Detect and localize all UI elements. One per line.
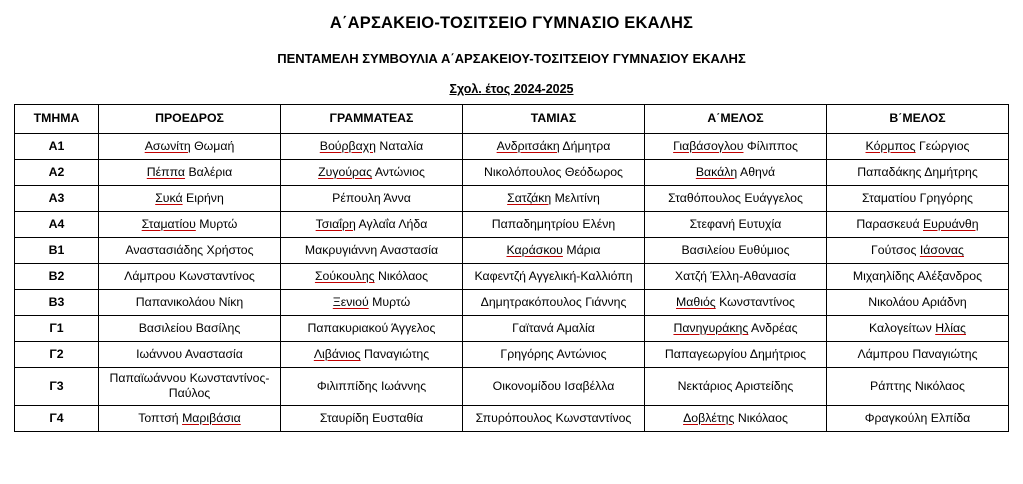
cell-member-a: Πανηγυράκης Ανδρέας [645,316,827,342]
cell-treasurer: Καφεντζή Αγγελική-Καλλιόπη [463,264,645,290]
cell-secretary: Λιβάνιος Παναγιώτης [281,342,463,368]
cell-secretary: Ζυγούρας Αντώνιος [281,160,463,186]
cell-class-code: Α4 [15,212,99,238]
table-row [15,212,1009,238]
cell-member-a: Γιαβάσογλου Φίλιππος [645,134,827,160]
column-header-tamias: ΤΑΜΙΑΣ [463,105,645,134]
spellcheck-underline: Δοβλέτης [683,410,735,425]
cell-treasurer: Γαϊτανά Αμαλία [463,316,645,342]
school-year-label: Σχολ. [449,82,482,96]
cell-treasurer: Γρηγόρης Αντώνιος [463,342,645,368]
cell-member-a: Δοβλέτης Νικόλαος [645,405,827,431]
column-header-melos-a: Α΄ΜΕΛΟΣ [645,105,827,134]
cell-secretary: Ρέπουλη Άννα [281,186,463,212]
cell-treasurer: Δημητρακόπουλος Γιάννης [463,290,645,316]
spellcheck-underline: Μαριβάσια [182,410,241,425]
cell-secretary: Ξενιού Μυρτώ [281,290,463,316]
cell-member-a: Βασιλείου Ευθύμιος [645,238,827,264]
cell-secretary: Βούρβαχη Ναταλία [281,134,463,160]
school-year-line [14,82,1009,96]
cell-treasurer: Ανδριτσάκη Δήμητρα [463,134,645,160]
cell-member-b: Παρασκευά Ευρυάνθη [827,212,1009,238]
cell-secretary: Σταυρίδη Ευσταθία [281,405,463,431]
cell-member-b: Ράπτης Νικόλαος [827,368,1009,406]
cell-secretary: Σούκουλης Νικόλαος [281,264,463,290]
spellcheck-underline: Ανδριτσάκη [496,138,560,153]
cell-treasurer: Σατζάκη Μελιτίνη [463,186,645,212]
cell-treasurer: Καράσκου Μάρια [463,238,645,264]
cell-member-b: Καλογείτων Ηλίας [827,316,1009,342]
spellcheck-underline: Τσιαΐρη [315,216,356,231]
councils-table [14,104,1009,432]
spellcheck-underline: Πανηγυράκης [673,320,749,335]
spellcheck-underline: Σατζάκη [507,190,552,205]
table-row [15,290,1009,316]
cell-president: Παπαϊωάννου Κωνσταντίνος-Παύλος [99,368,281,406]
cell-president: Ασωνίτη Θωμαή [99,134,281,160]
spellcheck-underline: Μαθιός [676,294,716,309]
cell-member-b: Σταματίου Γρηγόρης [827,186,1009,212]
table-row [15,238,1009,264]
cell-member-b: Φραγκούλη Ελπίδα [827,405,1009,431]
cell-secretary: Παπακυριακού Άγγελος [281,316,463,342]
cell-treasurer: Νικολόπουλος Θεόδωρος [463,160,645,186]
cell-class-code: Α2 [15,160,99,186]
table-row [15,368,1009,406]
cell-president: Βασιλείου Βασίλης [99,316,281,342]
cell-member-b: Γούτσος Ιάσονας [827,238,1009,264]
column-header-tmima: ΤΜΗΜΑ [15,105,99,134]
cell-member-a: Στεφανή Ευτυχία [645,212,827,238]
cell-secretary: Τσιαΐρη Αγλαΐα Λήδα [281,212,463,238]
column-header-melos-b: Β΄ΜΕΛΟΣ [827,105,1009,134]
cell-member-a: Νεκτάριος Αριστείδης [645,368,827,406]
cell-class-code: Γ1 [15,316,99,342]
spellcheck-underline: Ηλίας [935,320,966,335]
table-row [15,134,1009,160]
cell-president: Πέππα Βαλέρια [99,160,281,186]
spellcheck-underline: Συκά [155,190,183,205]
cell-president: Ιωάννου Αναστασία [99,342,281,368]
column-header-proedros: ΠΡΟΕΔΡΟΣ [99,105,281,134]
cell-member-b: Μιχαηλίδης Αλέξανδρος [827,264,1009,290]
cell-member-a: Χατζή Έλλη-Αθανασία [645,264,827,290]
cell-member-b: Κόρμπος Γεώργιος [827,134,1009,160]
spellcheck-underline: Κόρμπος [865,138,916,153]
table-row [15,186,1009,212]
cell-class-code: Γ4 [15,405,99,431]
cell-member-b: Νικολάου Αριάδνη [827,290,1009,316]
table-body [15,134,1009,432]
cell-class-code: Α3 [15,186,99,212]
cell-president: Αναστασιάδης Χρήστος [99,238,281,264]
cell-president: Σταματίου Μυρτώ [99,212,281,238]
cell-treasurer: Παπαδημητρίου Ελένη [463,212,645,238]
cell-class-code: Β2 [15,264,99,290]
cell-member-b: Λάμπρου Παναγιώτης [827,342,1009,368]
cell-treasurer: Οικονομίδου Ισαβέλλα [463,368,645,406]
table-row [15,160,1009,186]
cell-member-a: Παπαγεωργίου Δημήτριος [645,342,827,368]
cell-member-a: Σταθόπουλος Ευάγγελος [645,186,827,212]
spellcheck-underline: Καράσκου [506,242,563,257]
table-header-row [15,105,1009,134]
cell-class-code: Β1 [15,238,99,264]
page-title: Α΄ΑΡΣΑΚΕΙΟ-ΤΟΣΙΤΣΕΙΟ ΓΥΜΝΑΣΙΟ ΕΚΑΛΗΣ [329,14,694,32]
column-header-grammateas: ΓΡΑΜΜΑΤΕΑΣ [281,105,463,134]
table-row [15,405,1009,431]
spellcheck-underline: Βούρβαχη [319,138,377,153]
cell-president: Λάμπρου Κωνσταντίνος [99,264,281,290]
spellcheck-underline: Βακάλη [695,164,738,179]
cell-president: Τοπτσή Μαριβάσια [99,405,281,431]
cell-member-a: Μαθιός Κωνσταντίνος [645,290,827,316]
cell-class-code: Β3 [15,290,99,316]
spellcheck-underline: Ευρυάνθη [922,216,979,231]
table-row [15,316,1009,342]
page-subtitle: ΠΕΝΤΑΜΕΛΗ ΣΥΜΒΟΥΛΙΑ Α΄ΑΡΣΑΚΕΙΟΥ-ΤΟΣΙΤΣΕΙΟΥ ΓΥΜΝΑΣΙΟΥ ΕΚΑΛΗΣ [277,51,746,66]
table-row [15,264,1009,290]
cell-class-code: Α1 [15,134,99,160]
cell-secretary: Μακρυγιάννη Αναστασία [281,238,463,264]
cell-president: Παπανικολάου Νίκη [99,290,281,316]
spellcheck-underline: Γιαβάσογλου [673,138,744,153]
cell-treasurer: Σπυρόπουλος Κωνσταντίνος [463,405,645,431]
cell-class-code: Γ2 [15,342,99,368]
cell-president: Συκά Ειρήνη [99,186,281,212]
cell-secretary: Φιλιππίδης Ιωάννης [281,368,463,406]
cell-member-b: Παπαδάκης Δημήτρης [827,160,1009,186]
spellcheck-underline: Ξενιού [332,294,369,309]
spellcheck-underline: Ζυγούρας [318,164,373,179]
spellcheck-underline: Σούκουλης [314,268,375,283]
spellcheck-underline: Ασωνίτη [144,138,191,153]
table-row [15,342,1009,368]
spellcheck-underline: Ιάσονας [919,242,964,257]
school-year-value: έτος 2024-2025 [481,82,574,96]
cell-member-a: Βακάλη Αθηνά [645,160,827,186]
spellcheck-underline: Σταματίου [141,216,196,231]
spellcheck-underline: Πέππα [146,164,186,179]
cell-class-code: Γ3 [15,368,99,406]
spellcheck-underline: Λιβάνιος [313,346,361,361]
